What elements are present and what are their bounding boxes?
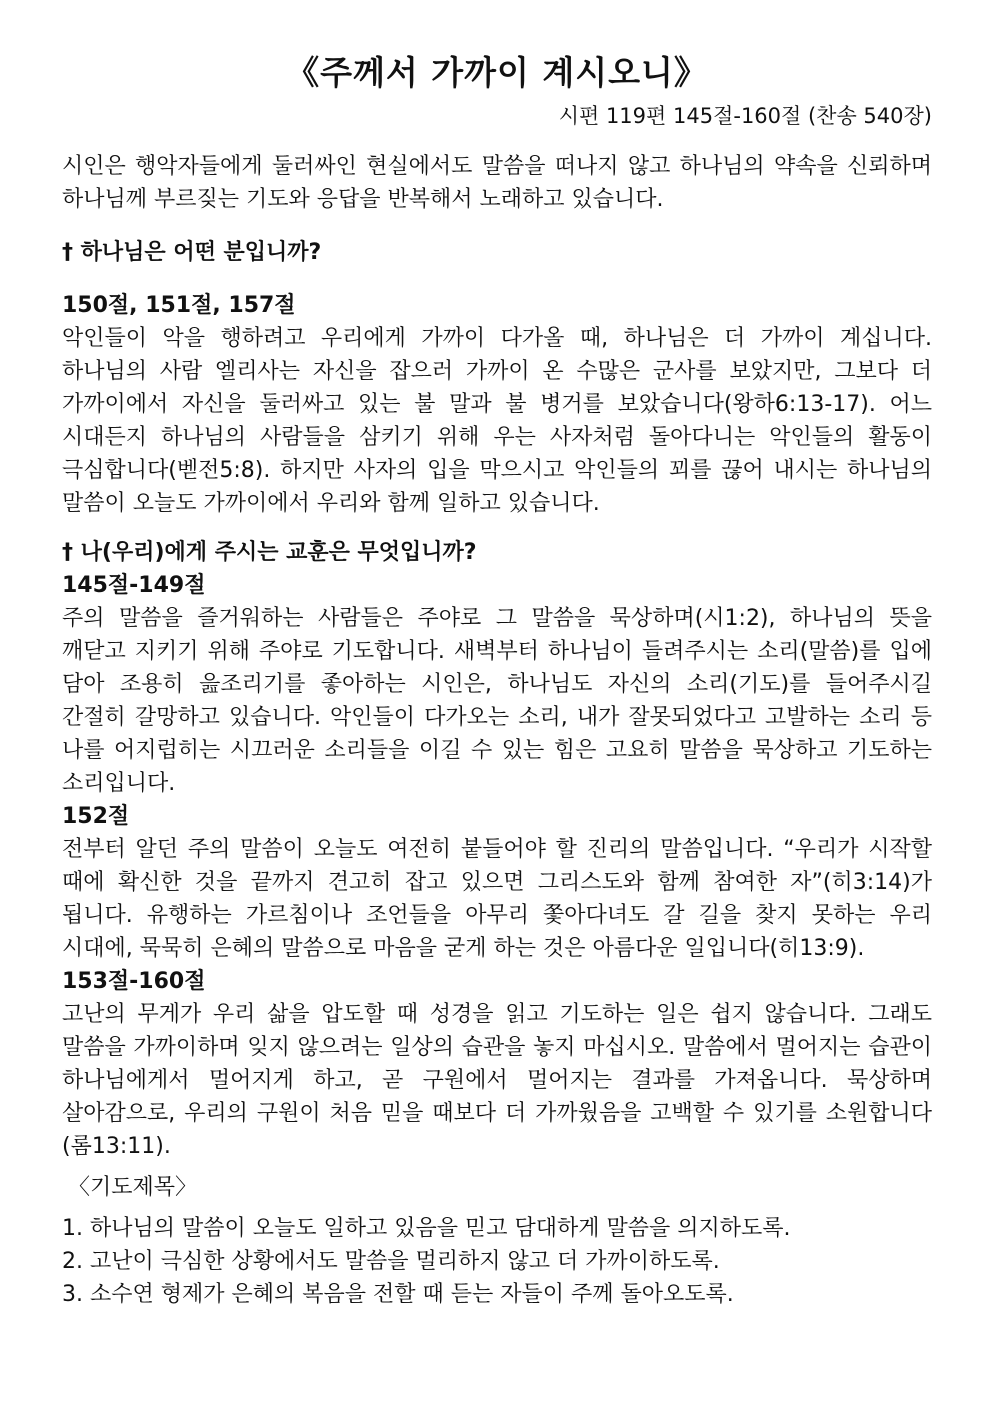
prayer-title: 〈기도제목〉 (68, 1175, 198, 1200)
section-body: 고난의 무게가 우리 삶을 압도할 때 성경을 읽고 기도하는 일은 쉽지 않습니다. 그래도 말씀을 가까이하며 잊지 않으려는 일상의 습관을 놓지 마십시오. 말씀에서 멀어지는 습관이 하나님에게서 멀어지게 하고, 곧 구원에서 멀어지는 결과를 가져옵니다. 묵상하며 살아감으로, 우리의 구원이 처음 믿을 때보다 더 가까웠음을 고백할 수 있기를 소원합니다(롬13:11). (62, 1002, 932, 1159)
verse-heading: 152절 (62, 804, 130, 829)
page-title: 《주께서 가까이 계시오니》 (286, 53, 708, 92)
section-body: 전부터 알던 주의 말씀이 오늘도 여전히 붙들어야 할 진리의 말씀입니다. “우리가 시작할 때에 확신한 것을 끝까지 견고히 잡고 있으면 그리스도와 함께 참여한 자”(히3:14)가 됩니다. 유행하는 가르침이나 조언들을 아무리 쫓아다녀도 갈 길을 찾지 못하는 우리 시대에, 묵묵히 은혜의 말씀으로 마음을 굳게 하는 것은 아름다운 일입니다(히13:9). (62, 837, 932, 961)
scripture-reference: 시편 119편 145절-160절 (찬송 540장) (558, 104, 932, 128)
section-body: 주의 말씀을 즐거워하는 사람들은 주야로 그 말씀을 묵상하며(시1:2), 하나님의 뜻을 깨닫고 지키기 위해 주야로 기도합니다. 새벽부터 하나님이 들려주시는 소리(말씀)를 입에 담아 조용히 읊조리기를 좋아하는 시인은, 하나님도 자신의 소리(기도)를 들어주시길 간절히 갈망하고 있습니다. 악인들이 다가오는 소리, 내가 잘못되었다고 고발하는 소리 등 나를 어지럽히는 시끄러운 소리들을 이길 수 있는 힘은 고요히 말씀을 묵상하고 기도하는 소리입니다. (62, 606, 932, 796)
verse-heading: 153절-160절 (62, 969, 206, 994)
prayer-item: 2. 고난이 극심한 상황에서도 말씀을 멀리하지 않고 더 가까이하도록. (62, 1249, 720, 1274)
question-heading-2: † 나(우리)에게 주시는 교훈은 무엇입니까? (62, 540, 477, 565)
prayer-item: 3. 소수연 형제가 은혜의 복음을 전할 때 듣는 자들이 주께 돌아오도록. (62, 1282, 734, 1307)
prayer-list (62, 1212, 932, 1311)
verse-heading: 145절-149절 (62, 573, 206, 598)
section-body: 악인들이 악을 행하려고 우리에게 가까이 다가올 때, 하나님은 더 가까이 계십니다. 하나님의 사람 엘리사는 자신을 잡으러 가까이 온 수많은 군사를 보았지만, 그보다 더 가까이에서 자신을 둘러싸고 있는 불 말과 불 병거를 보았습니다(왕하6:13-17). 어느 시대든지 하나님의 사람들을 삼키기 위해 우는 사자처럼 돌아다니는 악인들의 활동이 극심합니다(벧전5:8). 하지만 사자의 입을 막으시고 악인들의 꾀를 끊어 내시는 하나님의 말씀이 오늘도 가까이에서 우리와 함께 일하고 있습니다. (62, 326, 932, 516)
question-heading-1: † 하나님은 어떤 분입니까? (62, 240, 322, 265)
verse-heading: 150절, 151절, 157절 (62, 293, 296, 318)
document-page (62, 48, 932, 1311)
prayer-item: 1. 하나님의 말씀이 오늘도 일하고 있음을 믿고 담대하게 말씀을 의지하도록. (62, 1216, 791, 1241)
intro-paragraph: 시인은 행악자들에게 둘러싸인 현실에서도 말씀을 떠나지 않고 하나님의 약속을 신뢰하며 하나님께 부르짖는 기도와 응답을 반복해서 노래하고 있습니다. (62, 154, 932, 212)
